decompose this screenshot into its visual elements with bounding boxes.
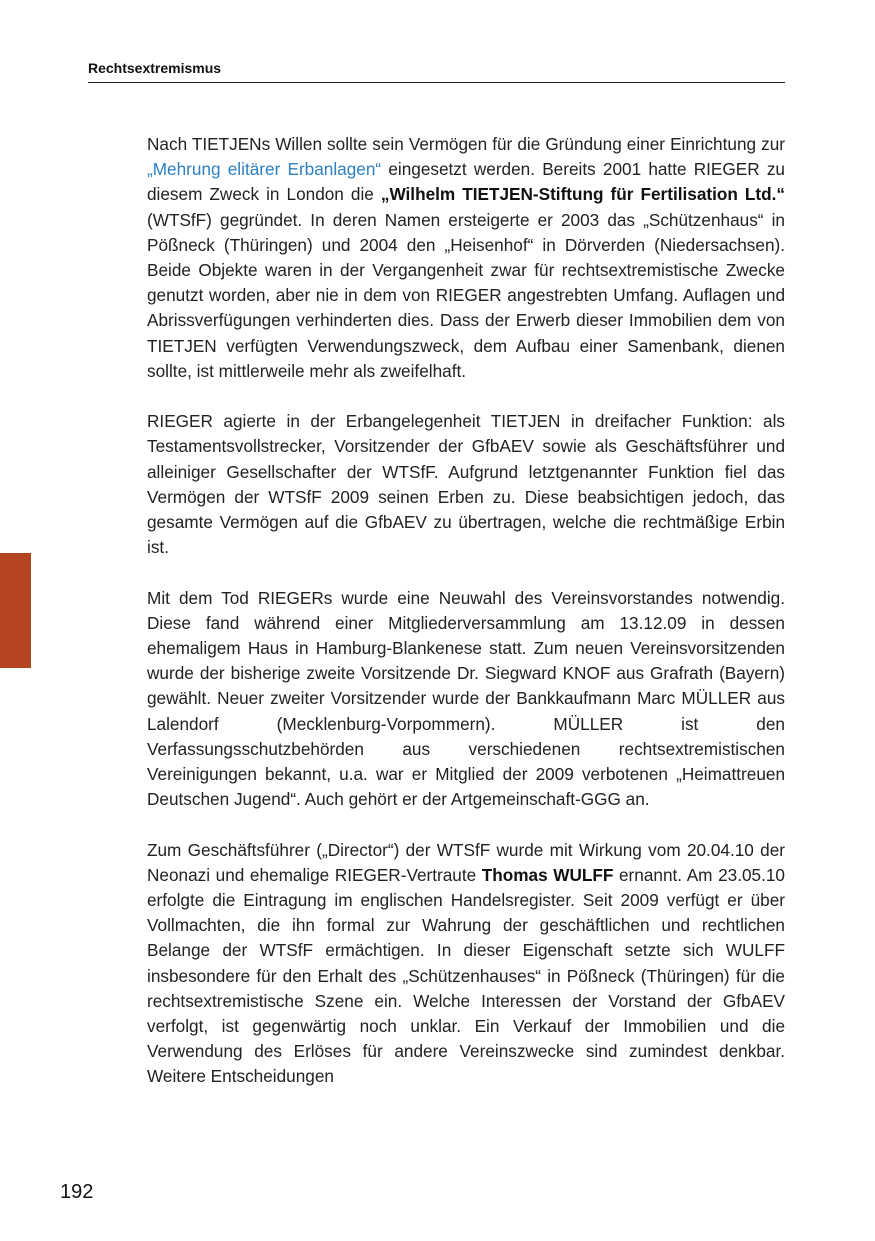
paragraph-4-text-a: Zum Geschäftsführer („Director“) der WTSfF wurde mit Wirkung vom 20.04.10 der Neonazi und ehemalige RIEGER-Vertraute (147, 839, 785, 885)
running-head: Rechtsextremismus (88, 60, 785, 83)
paragraph-3: Mit dem Tod RIEGERs wurde eine Neuwahl des Vereinsvorstandes notwendig. Diese fand während einer Mitgliederversammlung am 13.12.09 in dessen ehemaligem Haus in Hamburg-Blankenese statt. Zum neuen Vereinsvorsitzenden wurde der bisherige zweite Vorsitzende Dr. Siegward KNOF aus Grafrath (Bayern) gewählt. Neuer zweiter Vorsitzender wurde der Bankkaufmann Marc MÜLLER aus Lalendorf (Mecklenburg-Vorpommern). MÜLLER ist den Verfassungsschutzbehörden aus verschiedenen rechtsextremistischen Vereinigungen bekannt, u.a. war er Mitglied der 2009 verbotenen „Heimattreuen Deutschen Jugend“. Auch gehört er der Artgemeinschaft-GGG an. (147, 587, 785, 810)
paragraph-1-text-b: eingesetzt werden. Bereits 2001 hatte RIEGER zu diesem Zweck in London die (147, 159, 785, 205)
person-name-bold: Thomas WULFF (481, 864, 614, 885)
paragraph-1-text-a: Nach TIETJENs Willen sollte sein Vermögen für die Gründung einer Einrichtung zur (147, 134, 785, 154)
body-text (147, 132, 785, 1089)
chapter-side-tab (0, 553, 31, 668)
paragraph-1-text-c: (WTSfF) gegründet. In deren Namen ersteigerte er 2003 das „Schützenhaus“ in Pößneck (Thüringen) und 2004 den „Heisenhof“ in Dörverden (Niedersachsen). Beide Objekte waren in der Vergangenheit zwar für rechtsextremistische Zwecke genutzt worden, aber nie in dem von RIEGER angestrebten Umfang. Auflagen und Abrissverfügungen verhinderten dies. Dass der Erwerb dieser Immobilien dem von TIETJEN verfügten Verwendungszweck, dem Aufbau einer Samenbank, dienen sollte, ist mittlerweile mehr als zweifelhaft. (147, 209, 785, 381)
highlighted-quote: „Mehrung elitärer Erbanlagen“ (147, 159, 382, 180)
foundation-name: „Wilhelm TIETJEN-Stiftung für Fertilisation Ltd.“ (380, 184, 785, 205)
paragraph-4 (147, 838, 785, 1087)
paragraph-2: RIEGER agierte in der Erbangelegenheit TIETJEN in dreifacher Funktion: als Testamentsvollstrecker, Vorsitzender der GfbAEV sowie als Geschäftsführer und alleiniger Gesellschafter der WTSfF. Aufgrund letztgenannter Funktion fiel das Vermögen der WTSfF 2009 seinen Erben zu. Diese beabsichtigen jedoch, das gesamte Vermögen auf die GfbAEV zu übertragen, welche die rechtmäßige Erbin ist. (147, 411, 785, 558)
page-number: 192 (60, 1181, 94, 1203)
paragraph-1 (147, 132, 785, 384)
paragraph-4-text-b: ernannt. Am 23.05.10 erfolgte die Eintragung im englischen Handelsregister. Seit 2009 verfügt er über Vollmachten, die ihn formal zur Wahrung der geschäftlichen und rechtlichen Belange der WTSfF ermächtigen. In dieser Eigenschaft setzte sich WULFF insbesondere für den Erhalt des „Schützenhauses“ in Pößneck (Thüringen) für die rechtsextremistische Szene ein. Welche Interessen der Vorstand der GfbAEV verfolgt, ist gegenwärtig noch unklar. Ein Verkauf der Immobilien und die Verwendung des Erlöses für andere Vereinszwecke sind zumindest denkbar. Weitere Entscheidungen (147, 864, 785, 1087)
